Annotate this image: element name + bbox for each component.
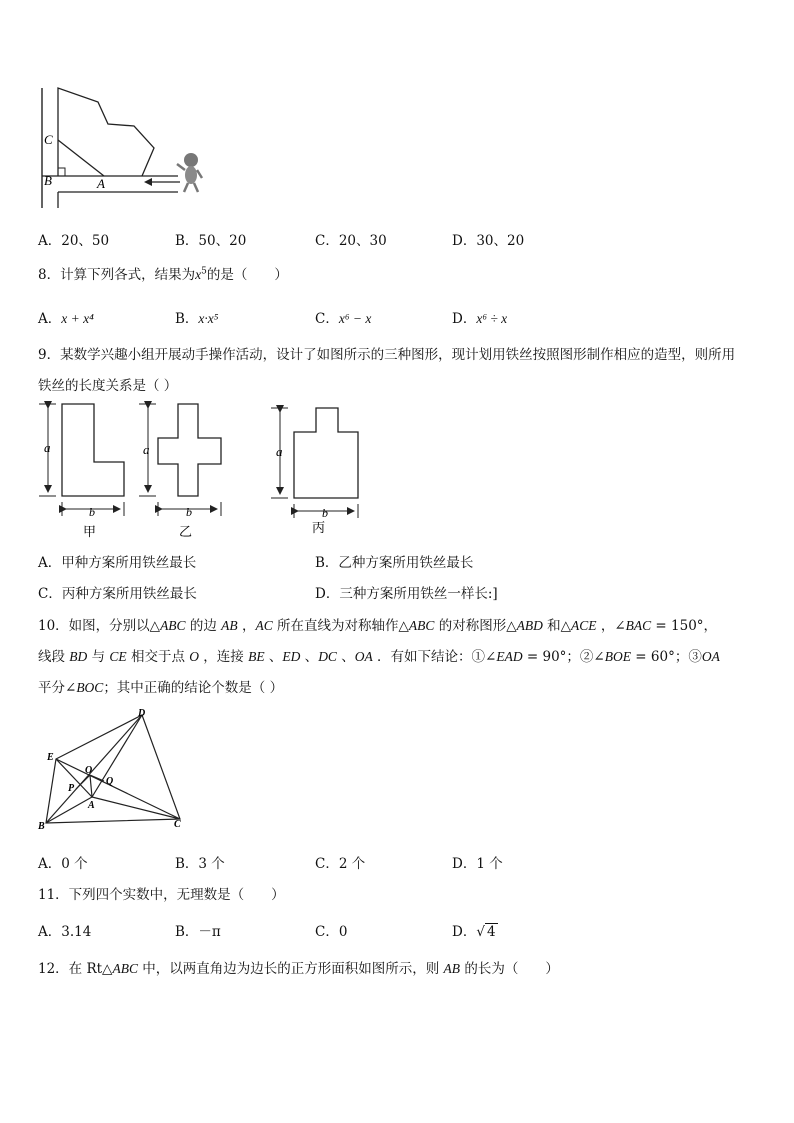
q10-label-b: B: [38, 821, 45, 832]
q8-stem: 8．计算下列各式，结果为$x^5$的是（ ）: [38, 266, 288, 283]
shape-yi-label: 乙: [179, 524, 193, 539]
svg-text:b: b: [322, 506, 328, 520]
q11-option-b[interactable]: B．－π: [175, 924, 221, 940]
q10-stem-line1: 10．如图，分别以△ABC 的边 AB ，AC 所在直线为对称轴作△ABC 的对称图形△ABD 和△ACE ，∠BAC = 150°，: [38, 618, 718, 634]
q9-option-b[interactable]: B．乙种方案所用铁丝最长: [315, 555, 474, 571]
q10-label-d: D: [138, 708, 146, 719]
svg-text:a: a: [276, 444, 283, 459]
svg-text:b: b: [186, 505, 192, 519]
q10-stem-line2: 线段 BD 与 CE 相交于点 O ，连接 BE 、ED 、DC 、OA ．有如下结论：①∠EAD = 90°；②∠BOE = 60°；③OA: [38, 649, 720, 665]
q11-stem: 11．下列四个实数中，无理数是（ ）: [38, 887, 285, 903]
q10-option-c[interactable]: C．2 个: [315, 856, 366, 872]
q11-option-c[interactable]: C．0: [315, 924, 348, 940]
q10-label-c: C: [174, 819, 181, 830]
q8-option-d[interactable]: D．x⁶ ÷ x: [452, 311, 508, 327]
q9-figure: [36, 398, 376, 542]
q9-option-d[interactable]: D．三种方案所用铁丝一样长:]: [315, 586, 498, 602]
q7-option-d[interactable]: D．30、20: [452, 233, 525, 249]
q7-figure: [36, 82, 226, 212]
q8-option-c[interactable]: C．x⁶ − x: [315, 311, 372, 327]
q9-option-c[interactable]: C．丙种方案所用铁丝最长: [38, 586, 197, 602]
q10-option-a[interactable]: A．0 个: [38, 856, 88, 872]
shape-jia: [39, 404, 124, 539]
svg-text:a: a: [44, 440, 51, 455]
radicand: 4: [486, 924, 496, 940]
q10-option-d[interactable]: D．1 个: [452, 856, 503, 872]
q10-stem-line3: 平分∠BOC；其中正确的结论个数是（ ）: [38, 680, 284, 696]
q9-option-a[interactable]: A．甲种方案所用铁丝最长: [38, 555, 197, 571]
q10-label-e: E: [47, 752, 54, 763]
radical-sign: √: [476, 924, 485, 940]
q10-label-o: O: [85, 765, 93, 776]
q9-stem-line2: 铁丝的长度关系是（ ）: [38, 378, 178, 394]
shape-jia-label: 甲: [83, 524, 97, 539]
svg-text:b: b: [89, 505, 95, 519]
shape-bing-label: 丙: [312, 520, 326, 535]
q7-label-c: C: [44, 132, 53, 147]
q7-label-b: B: [44, 173, 52, 188]
q12-stem: 12．在 Rt△ABC 中，以两直角边为边长的正方形面积如图所示，则 AB 的长为（ ）: [38, 961, 559, 977]
q9-stem-line1: 9．某数学兴趣小组开展动手操作活动，设计了如图所示的三种图形，现计划用铁丝按照图形制作相应的造型，则所用: [38, 347, 736, 363]
shape-bing: [271, 408, 358, 535]
svg-text:a: a: [143, 442, 150, 457]
q10-figure: [34, 705, 194, 833]
q10-label-q: Q: [106, 776, 114, 787]
q8-option-b[interactable]: B．x·x⁵: [175, 311, 219, 327]
q7-label-a: A: [97, 176, 105, 191]
q7-option-c[interactable]: C．20、30: [315, 233, 387, 249]
q10-option-b[interactable]: B．3 个: [175, 856, 225, 872]
person-icon: [177, 153, 202, 192]
shape-yi: [139, 404, 221, 539]
q11-option-d[interactable]: D．√ 4: [452, 924, 496, 940]
q11-option-a[interactable]: A．3.14: [38, 924, 92, 940]
q7-option-a[interactable]: A．20、50: [38, 233, 110, 249]
q7-option-b[interactable]: B．50、20: [175, 233, 247, 249]
q10-label-p: P: [68, 783, 75, 794]
q10-label-a: A: [88, 800, 95, 811]
q8-option-a[interactable]: A．x + x⁴: [38, 311, 94, 327]
